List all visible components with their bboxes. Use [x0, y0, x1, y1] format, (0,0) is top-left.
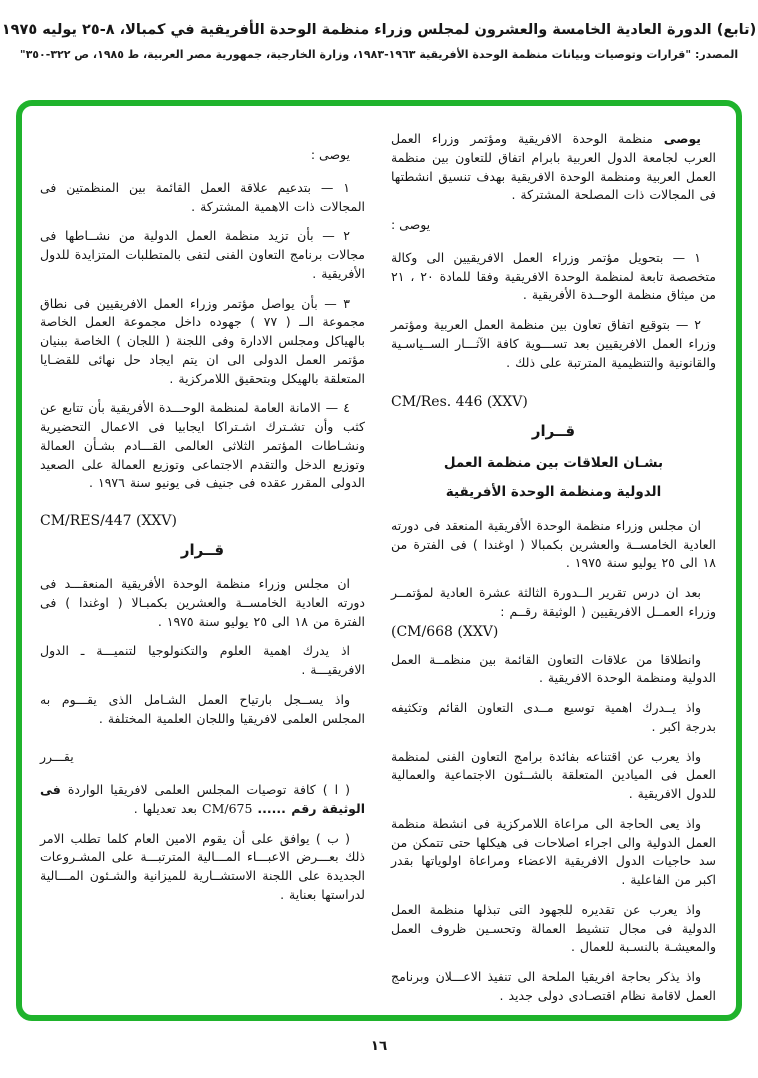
- session-title: (تابع) الدورة العادية الخامسة والعشرون لمجلس وزراء منظمة الوحدة الأفريقية في كمبالا، ٨-٢٥ يوليه ١٩٧٥: [1, 22, 757, 38]
- right-column: [391, 130, 716, 1015]
- preamble-appreciation: واذ يعرب عن تقديره للجهود التى تبذلها منظمة العمل الدولية فى مجال تنشيط العمالة وتحسـين ظروف العمل والمعيشـة بالنسـبة للعمال .: [391, 901, 716, 955]
- preamble-report: بعد ان درس تقرير الــدورة الثالثة عشرة العادية لمؤتمــر وزراء العمــل الافريقيين ( الوثيقة رقــم :: [391, 585, 716, 619]
- recommendation-intro: [391, 130, 716, 205]
- preamble-science-technology: اذ يدرك اهمية العلوم والتكنولوجيا لتنميـــة ـ الدول الافريقيـــة .: [40, 643, 365, 677]
- intro-lead-word: يوصى: [663, 131, 701, 146]
- page-header: [0, 22, 758, 61]
- document-ref-668: (CM/668 (XXV): [391, 623, 499, 640]
- preamble-decentralization: واذ يعى الحاجة الى مراعاة اللامركزية فى انشطة منظمة العمل الدولية والى اجراء اصلاحات فى هيكلها حتى تتمكن من سد حاجيات الدول الافريقية الاعضاء ومراعاة اولوياتها بقدر اكبر من الفاعلية .: [391, 815, 716, 888]
- item-a-text: ( ا ) كافة توصيات المجلس العلمى لافريقيا الواردة: [67, 782, 350, 797]
- resolution-title: قــرار: [180, 541, 225, 559]
- source-citation: المصدر: "قرارات وتوصيات وبيانات منظمة الوحدة الأفريقية ١٩٦٣-١٩٨٣، وزارة الخارجية، جمهورية مصر العربية، ط ١٩٨٥، ص ٣٢٢-٣٥٠": [19, 48, 739, 61]
- resolution-subtitle-1: بشـان العلاقات بين منظمة العمل: [443, 455, 664, 472]
- preamble-expansion: واذ يــدرك اهمية توسيع مــدى التعاون القائم وتكثيفه بدرجة اكبر .: [391, 700, 716, 734]
- recommendation-item-3: ٣ — بأن يواصل مؤتمر وزراء العمل الافريقيين فى نطاق مجموعة الــ ( ٧٧ ) جهوده داخل مجموعة العمل الخاصة بالهياكل ومجلس الادارة وفى اللجنة ( اللجان ) الخاصة ببنيان مؤتمر العمل الدولى الى ان يتم ايجاد حل نهائى للقضـايا المتعلقة بالهيكل وبتحقيق اللامركزية .: [40, 295, 365, 386]
- decision-item-b: ( ب ) يوافق على أن يقوم الامين العام كلما تطلب الامر ذلك بعـــرض الاعبـــاء المـــالية المترتبـــة على المشـروعات الجديدة على اللجنة الاستشــارية للميزانية والشـئون المـــالية لدراستها بعناية .: [40, 830, 365, 902]
- recommendation-item-4: ٤ — الامانة العامة لمنظمة الوحـــدة الأفريقية بأن تتابع عن كثب وأن تشـترك اشـتراكا ايجابيا فى الاعمال التحضيرية ونشـاطات المؤتمر الثلاثى العالمى القـــادم بشـأن العمالة وتوزيع الدخل والتقدم الاجتماعى وتوزيع العمالة على الصعيد الدولى المقرر عقده فى جنيف فى يونيو سنة ١٩٧٦ .: [40, 400, 365, 491]
- preamble-council: ان مجلس وزراء منظمة الوحدة الأفريقية المنعقد فى دورته العادية الخامســة والعشرين بكمبالا ( اوغندا ) فى الفترة من ١٨ الى ٢٥ يوليو سنة ١٩٧٥ .: [391, 517, 716, 571]
- page-number: ١٦: [370, 1038, 388, 1054]
- recommendation-item-1: ١ — بتحويل مؤتمر وزراء العمل الافريقيين الى وكالة متخصصة تابعة لمنظمة الوحدة الافريقية وفقا للمادة ٢٠ ، ٢١ من ميثاق منظمة الوحــدة الأفريقية .: [391, 249, 716, 303]
- preamble-new-economic-order: واذ يذكر بحاجة افريقيا الملحة الى تنفيذ الاعـــلان وبرنامج العمل لاقامة نظام اقتصـادى دولى جديد .: [391, 969, 716, 1003]
- resolution-ref-447: CM/RES/447 (XXV): [40, 513, 177, 529]
- resolution-subtitle-2: الدولية ومنظمة الوحدة الأفريقية: [445, 483, 662, 500]
- decides-label: يقـــرر: [40, 749, 74, 765]
- recommendation-item-2: ٢ — بأن تزيد منظمة العمل الدولية من نشــاطها فى مجالات برنامج التعاون الفنى لتفى بالمتطلبات المتزايدة للدول الأفريقية .: [40, 228, 365, 281]
- decision-item-a: [40, 781, 365, 819]
- intro-rest-text: منظمة الوحدة الافريقية ومؤتمر وزراء العمل العرب لجامعة الدول العربية بابرام اتفاق للتعاون بين منظمة العمل العربية ومنظمة الوحدة الافريقية بهدف تنسيق انشطتها فى المجالات ذات المصلحة المشتركة .: [391, 131, 716, 203]
- preamble-council: ان مجلس وزراء منظمة الوحدة الأفريقية المنعقـــد فى دورته العادية الخامســة والعشرين بكمبـالا ( اوغندا ) فى الفترة من ١٨ الى ٢٥ يوليو سنة ١٩٧٥ .: [40, 576, 365, 629]
- green-border-frame: [16, 100, 742, 1021]
- resolution-title: قــرار: [531, 422, 576, 441]
- document-ref-675: CM/675: [202, 800, 253, 816]
- preamble-cooperation: وانطلاقا من علاقات التعاون القائمة بين منظمــة العمل الدولية ومنظمة الوحدة الافريقية .: [391, 651, 716, 686]
- two-column-body: [22, 106, 736, 1015]
- recommendation-item-2: ٢ — بتوقيع اتفاق تعاون بين منظمة العمل العربية ومؤتمر وزراء العمل الافريقيين بعد تســـوية كافة الآثـــار الســياسـية والقانونية والتنظيمية المترتبة على ذلك .: [391, 317, 716, 370]
- recommends-label: يوصى :: [310, 147, 350, 162]
- preamble-scientific-council: واذ يســجل بارتياح العمل الشـامل الذى يقـــوم به المجلس العلمى لافريقيا واللجان العلمية المختلفة .: [40, 691, 365, 726]
- preamble-technical-programs: واذ يعرب عن اقتناعه بفائدة برامج التعاون الفنى لمنظمة العمل فى الميادين المتعلقة بالشــئون الاجتماعية والعمالية للدول الافريقية .: [391, 748, 716, 802]
- resolution-ref-446: CM/Res. 446 (XXV): [391, 394, 528, 411]
- recommends-label: يوصى :: [391, 217, 431, 232]
- left-column: [40, 130, 365, 1015]
- item-a-tail: بعد تعديلها .: [133, 800, 198, 816]
- recommendation-item-1: ١ — بتدعيم علاقة العمل القائمة بين المنظمتين فى المجالات ذات الاهمية المشتركة .: [40, 179, 365, 214]
- item-a-document-label: فى الوثيقة رقم ......: [40, 782, 365, 816]
